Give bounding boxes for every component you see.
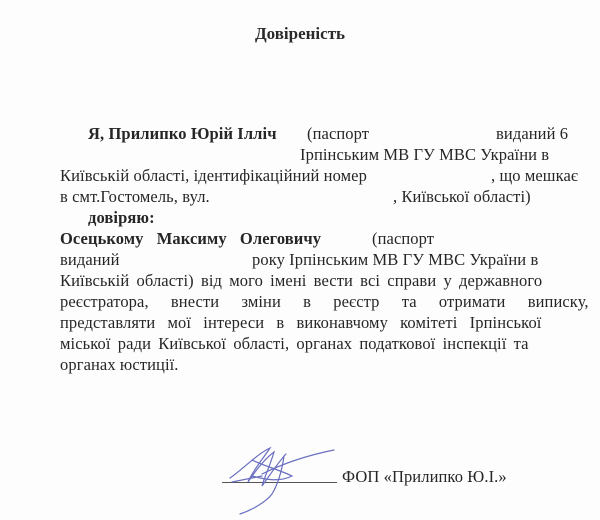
agent-passport-label: (паспорт — [372, 229, 435, 248]
body-line-5: органах юстиції. — [60, 355, 179, 374]
principal-address: в смт.Гостомель, вул. — [60, 187, 210, 206]
principal-id-line: Київській області, ідентифікаційний номер — [60, 166, 367, 185]
principal-intro: Я, — [88, 124, 105, 143]
principal-issued-label: виданий 6 — [496, 124, 569, 143]
agent-issuer-line: року Ірпінським МВ ГУ МВС України в — [252, 250, 539, 269]
body-line-2: реєстратора, внести зміни в реєстр та отримати виписку, — [60, 292, 589, 311]
principal-intro-line — [88, 124, 277, 144]
principal-resides: , що мешкає — [491, 166, 579, 185]
body-line-3: представляти мої інтереси в виконавчому комітеті Ірпінської — [60, 313, 542, 332]
agent-issued-label: виданий — [60, 250, 120, 269]
principal-name: Прилипко Юрій Ілліч — [108, 124, 277, 143]
trust-word: довіряю: — [88, 208, 155, 227]
body-line-1: Київській області) від мого імені вести всі справи у державного — [60, 271, 543, 290]
body-line-4: міської ради Київської області, органах податкової інспекції та — [60, 334, 529, 353]
principal-issuer-line: Ірпінським МВ ГУ МВС України в — [300, 145, 550, 164]
signature-label: ФОП «Прилипко Ю.І.» — [342, 467, 507, 486]
principal-region: , Київської області) — [393, 187, 531, 206]
document-title: Довіреність — [254, 24, 346, 43]
agent-name: Осецькому Максиму Олеговичу — [60, 229, 322, 248]
principal-passport-label: (паспорт — [307, 124, 370, 143]
handwritten-signature-icon — [222, 440, 342, 515]
